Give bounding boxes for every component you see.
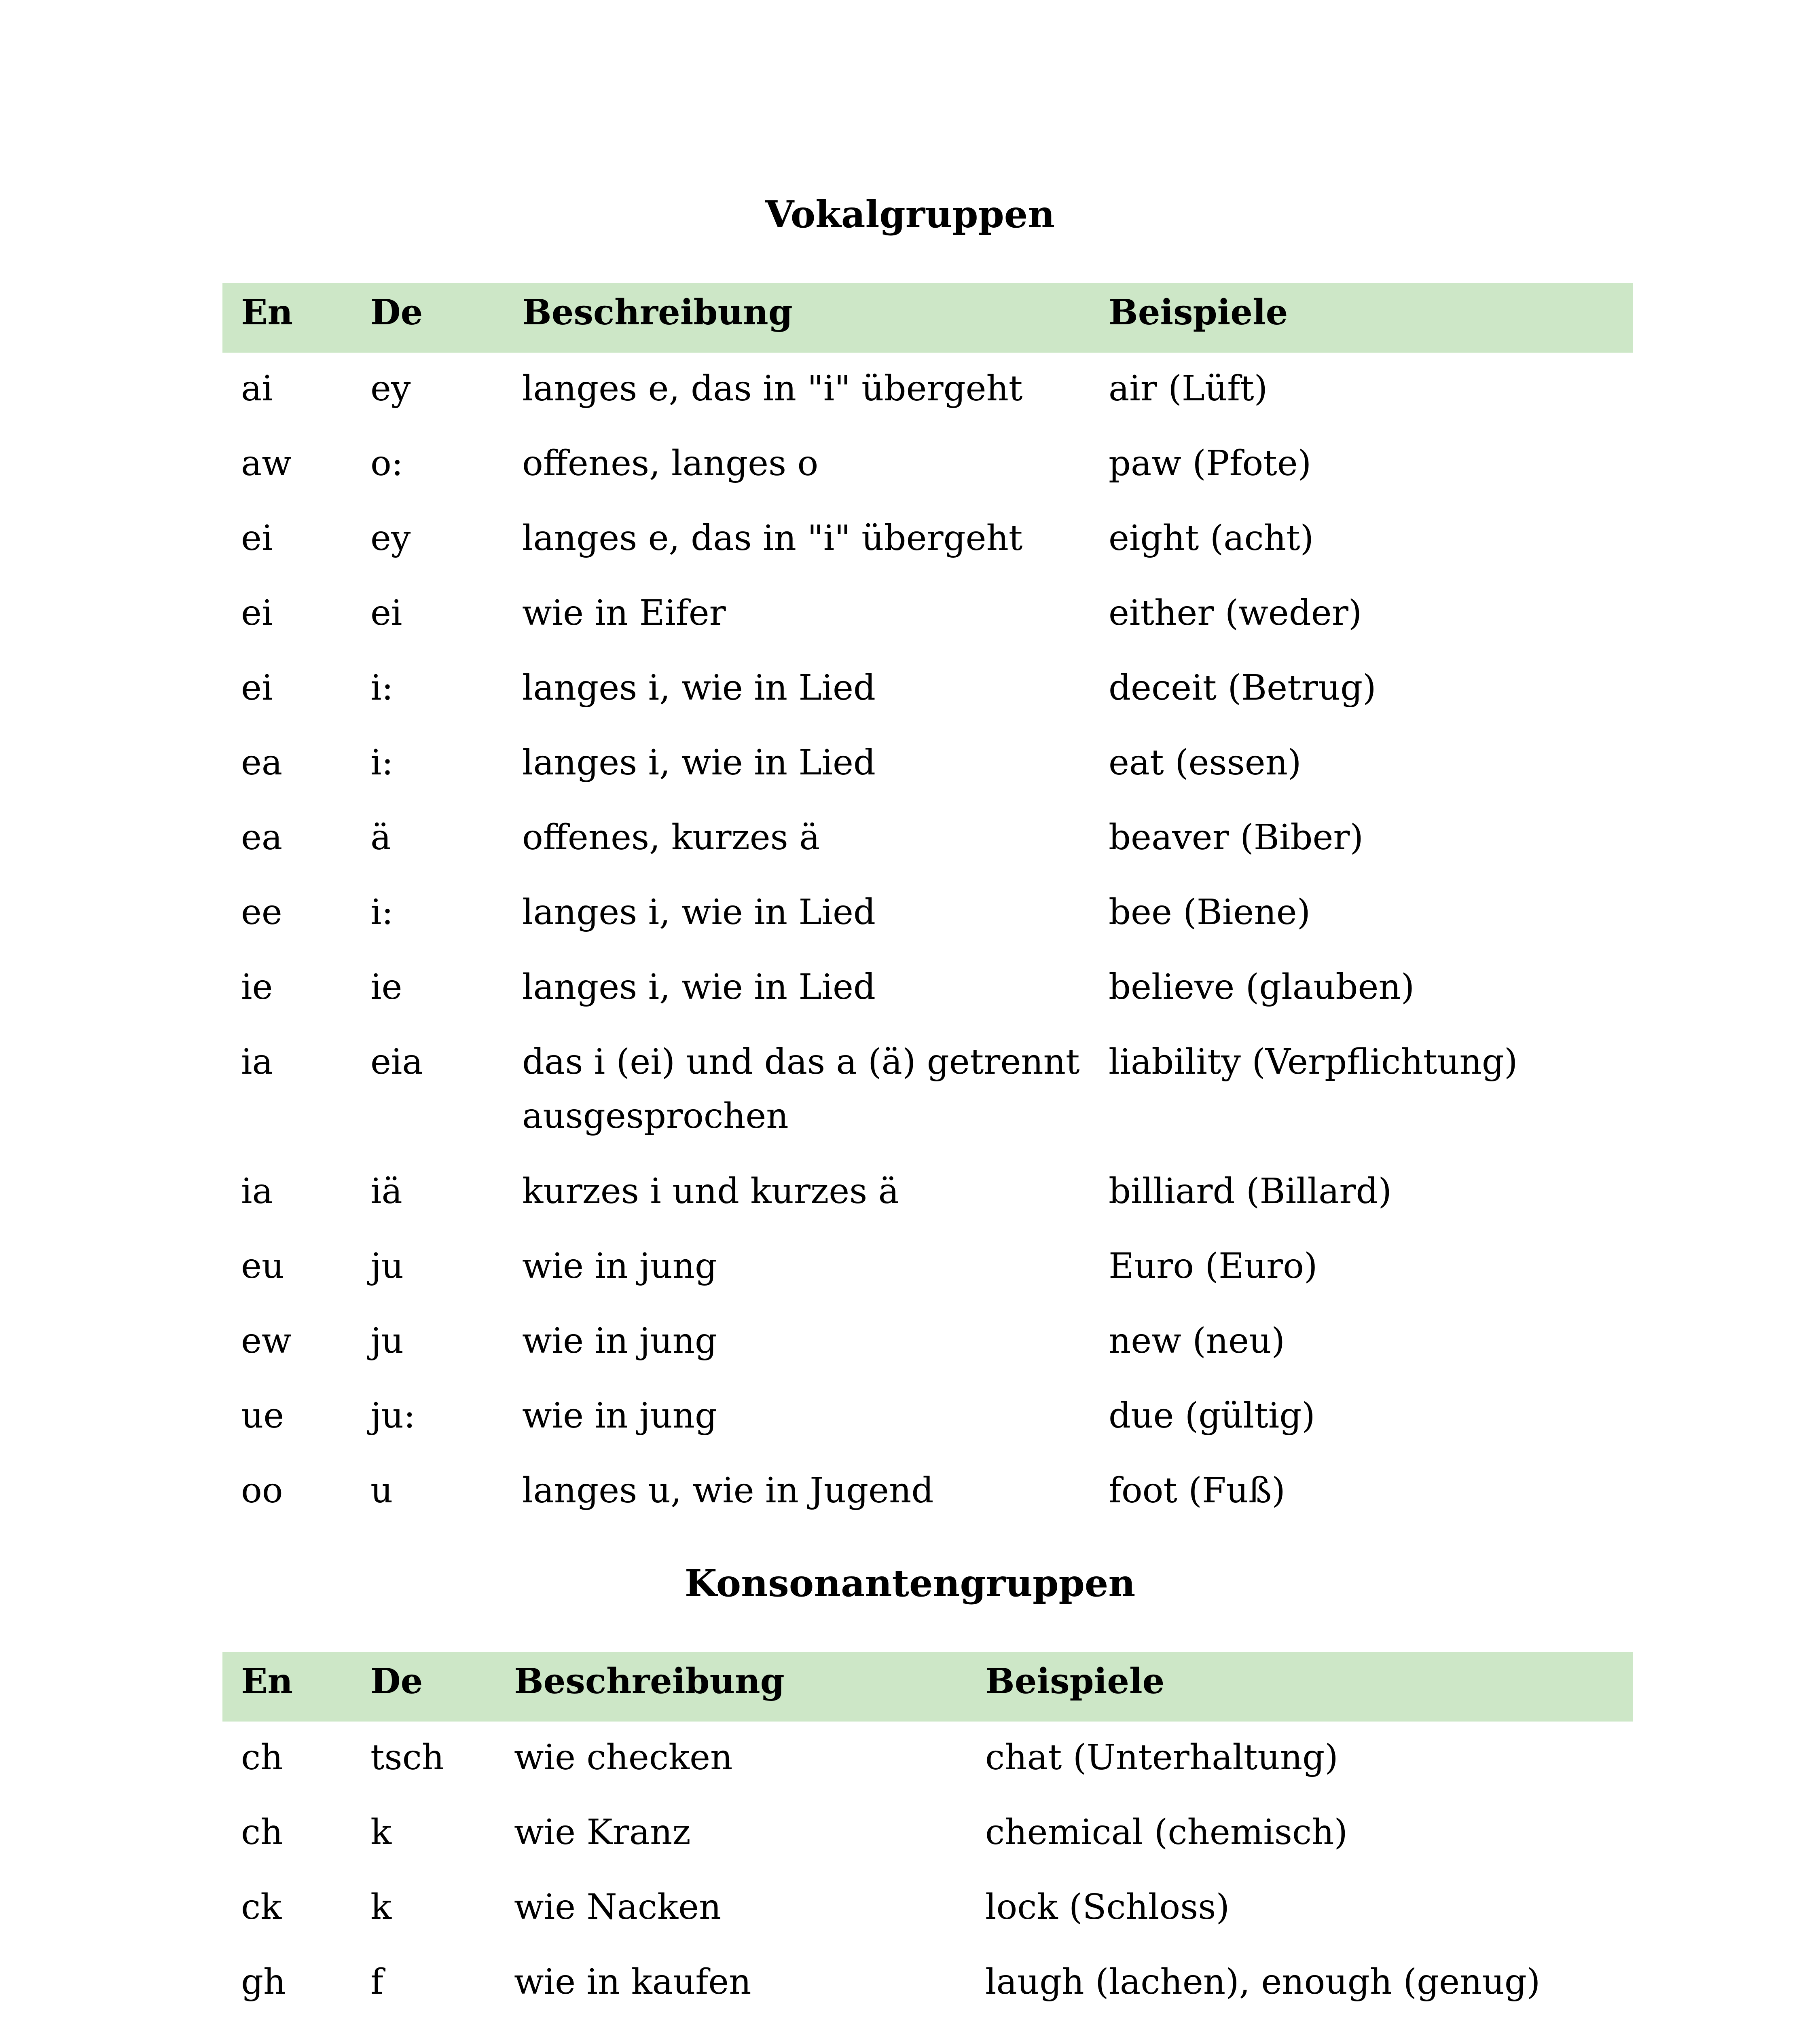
cell-beispiele: liability (Verpflichtung) [1109,1042,1518,1082]
header-en: En [241,292,293,333]
cell-en: ea [241,817,283,858]
cell-beispiele: chat (Unterhaltung) [985,1737,1338,1778]
cell-beschreibung: wie in jung [522,1321,717,1361]
table-row [222,427,1633,502]
cell-beispiele: beaver (Biber) [1109,817,1364,858]
cell-en: ch [241,1812,283,1853]
cell-de: k [370,1887,392,1927]
cell-beispiele: air (Lüft) [1109,368,1268,409]
table-row [222,1946,1633,2021]
header-beispiele: Beispiele [1109,292,1288,333]
cell-de: ju: [370,1396,416,1436]
cell-en: gh [241,1962,286,2002]
cell-beispiele: new (neu) [1109,1321,1285,1361]
table-row [222,1305,1633,1380]
vokalgruppen-table [222,283,1633,1529]
table-row [222,353,1633,427]
cell-beispiele: Euro (Euro) [1109,1246,1318,1286]
cell-en: ai [241,368,273,409]
cell-beschreibung: wie Kranz [514,1812,691,1853]
cell-beispiele: due (gültig) [1109,1396,1315,1436]
cell-beschreibung: wie in jung [522,1246,717,1286]
cell-en: ei [241,668,273,708]
table-header-row [222,1652,1633,1722]
cell-beschreibung: langes e, das in "i" übergeht [522,518,1023,558]
cell-beschreibung: kurzes i und kurzes ä [522,1171,899,1212]
cell-de: iä [370,1171,402,1212]
table-row [222,727,1633,802]
table-row [222,652,1633,727]
table-row [222,1796,1633,1871]
table-header-row [222,283,1633,353]
cell-de: u [370,1470,393,1511]
cell-beispiele: believe (glauben) [1109,967,1415,1007]
cell-en: aw [241,443,292,484]
table-row [222,502,1633,577]
cell-beispiele: deceit (Betrug) [1109,668,1376,708]
table-row [222,577,1633,652]
cell-beschreibung: langes i, wie in Lied [522,892,876,933]
cell-en: ie [241,967,273,1007]
cell-beschreibung: offenes, kurzes ä [522,817,820,858]
header-de: De [370,292,423,333]
cell-de: f [370,1962,383,2002]
cell-beschreibung: langes u, wie in Jugend [522,1470,934,1511]
table-row [222,1155,1633,1230]
cell-beschreibung: wie checken [514,1737,733,1778]
cell-en: ei [241,593,273,633]
konsonantengruppen-title: Konsonantengruppen [684,1561,1136,1605]
table-row [222,802,1633,876]
cell-en: ue [241,1396,284,1436]
cell-de: ey [370,518,411,558]
cell-de: i: [370,742,394,783]
cell-beispiele: billiard (Billard) [1109,1171,1392,1212]
cell-en: oo [241,1470,283,1511]
cell-de: k [370,1812,392,1853]
cell-de: i: [370,668,394,708]
cell-beispiele: lock (Schloss) [985,1887,1230,1927]
cell-beschreibung: langes i, wie in Lied [522,742,876,783]
cell-en: eu [241,1246,284,1286]
cell-de: ä [370,817,392,858]
table-row [222,876,1633,951]
cell-beispiele: laugh (lachen), enough (genug) [985,1962,1541,2002]
header-de: De [370,1661,423,1702]
cell-beispiele: eight (acht) [1109,518,1314,558]
cell-de: ei [370,593,402,633]
cell-en: ia [241,1171,273,1212]
cell-de: ie [370,967,402,1007]
cell-en: ck [241,1887,282,1927]
cell-beschreibung: wie Nacken [514,1887,722,1927]
cell-en: ia [241,1042,273,1082]
konsonantengruppen-table [222,1652,1633,2021]
cell-beschreibung: wie in kaufen [514,1962,751,2002]
header-beschreibung: Beschreibung [514,1661,785,1702]
table-row [222,1026,1633,1155]
cell-beschreibung: wie in Eifer [522,593,726,633]
table-row [222,1380,1633,1455]
cell-de: ey [370,368,411,409]
cell-en: ew [241,1321,292,1361]
cell-de: ju [370,1321,404,1361]
cell-en: ea [241,742,283,783]
cell-beschreibung: langes e, das in "i" übergeht [522,368,1023,409]
cell-beschreibung: offenes, langes o [522,443,819,484]
table-row [222,1455,1633,1529]
cell-de: eia [370,1042,423,1082]
header-beispiele: Beispiele [985,1661,1165,1702]
table-row [222,1230,1633,1305]
header-en: En [241,1661,293,1702]
cell-en: ee [241,892,282,933]
cell-beispiele: eat (essen) [1109,742,1302,783]
table-row [222,1722,1633,1796]
header-beschreibung: Beschreibung [522,292,793,333]
cell-de: o: [370,443,403,484]
cell-beispiele: foot (Fuß) [1109,1470,1285,1511]
cell-beschreibung: langes i, wie in Lied [522,668,876,708]
cell-en: ei [241,518,273,558]
cell-beispiele: chemical (chemisch) [985,1812,1348,1853]
cell-de: i: [370,892,394,933]
table-row [222,951,1633,1026]
cell-beispiele: either (weder) [1109,593,1362,633]
cell-beispiele: bee (Biene) [1109,892,1311,933]
cell-beschreibung: das i (ei) und das a (ä) getrennt ausgesprochen [522,1042,1080,1136]
cell-de: tsch [370,1737,444,1778]
cell-beispiele: paw (Pfote) [1109,443,1312,484]
cell-en: ch [241,1737,283,1778]
cell-de: ju [370,1246,404,1286]
table-row [222,1871,1633,1946]
vokalgruppen-title: Vokalgruppen [765,192,1055,236]
cell-beschreibung: langes i, wie in Lied [522,967,876,1007]
cell-beschreibung: wie in jung [522,1396,717,1436]
